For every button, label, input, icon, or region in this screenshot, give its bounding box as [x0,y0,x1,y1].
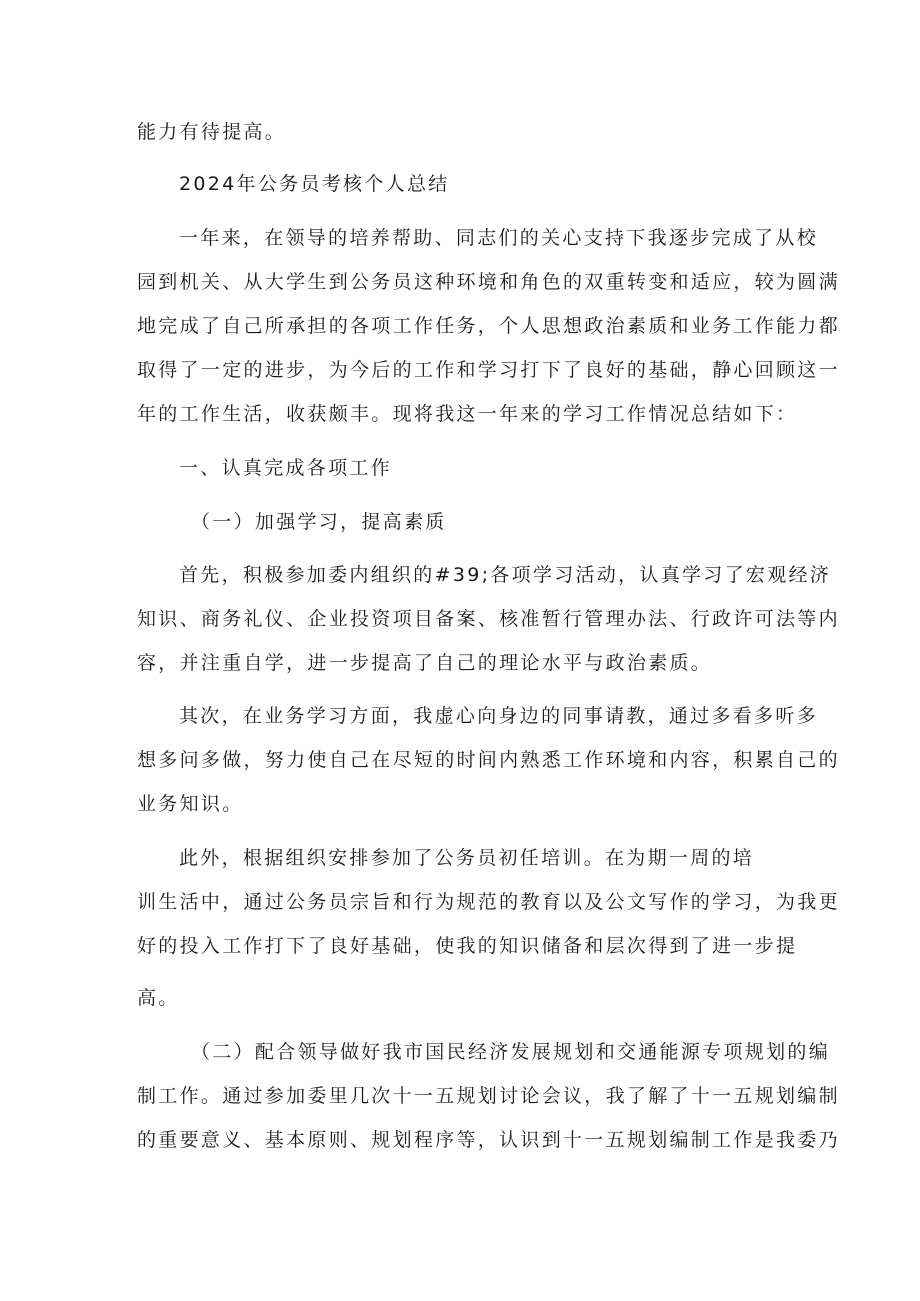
section-title: 2024年公务员考核个人总结 [179,173,450,195]
paragraph-line: 能力有待提高。 [137,121,287,143]
paragraph-line: 地完成了自己所承担的各项工作任务，个人思想政治素质和业务工作能力都 [137,315,840,337]
paragraph-line: 首先，积极参加委内组织的#39;各项学习活动，认真学习了宏观经济 [179,564,832,586]
paragraph-line: 的重要意义、基本原则、规划程序等，认识到十一五规划编制工作是我委乃 [137,1129,840,1151]
section-heading: 一、认真完成各项工作 [179,457,393,479]
paragraph-line: 容，并注重自学，进一步提高了自己的理论水平与政治素质。 [137,652,713,674]
subsection-heading: （二）配合领导做好我市国民经济发展规划和交通能源专项规划的编 [191,1041,831,1063]
paragraph-line: 好的投入工作打下了良好基础，使我的知识储备和层次得到了进一步提 [137,935,798,957]
paragraph-line: 其次，在业务学习方面，我虚心向身边的同事请教，通过多看多听多 [179,705,819,727]
paragraph-line: 年的工作生活，收获颇丰。现将我这一年来的学习工作情况总结如下： [137,403,798,425]
paragraph-line: 取得了一定的进步，为今后的工作和学习打下了良好的基础，静心回顾这一 [137,359,840,381]
paragraph-line: 高。 [137,987,180,1009]
paragraph-line: 想多问多做，努力使自己在尽短的时间内熟悉工作环境和内容，积累自己的 [137,749,840,771]
paragraph-line: 知识、商务礼仪、企业投资项目备案、核准暂行管理办法、行政许可法等内 [137,608,840,630]
paragraph-line: 业务知识。 [137,793,244,815]
paragraph-line: 制工作。通过参加委里几次十一五规划讨论会议，我了解了十一五规划编制 [137,1085,840,1107]
paragraph-line: 一年来，在领导的培养帮助、同志们的关心支持下我逐步完成了从校 [179,227,819,249]
paragraph-line: 训生活中，通过公务员宗旨和行为规范的教育以及公文写作的学习，为我更 [137,891,840,913]
paragraph-line: 园到机关、从大学生到公务员这种环境和角色的双重转变和适应，较为圆满 [137,271,840,293]
paragraph-line: 此外，根据组织安排参加了公务员初任培训。在为期一周的培 [179,847,755,869]
subsection-heading: （一）加强学习，提高素质 [191,511,447,533]
